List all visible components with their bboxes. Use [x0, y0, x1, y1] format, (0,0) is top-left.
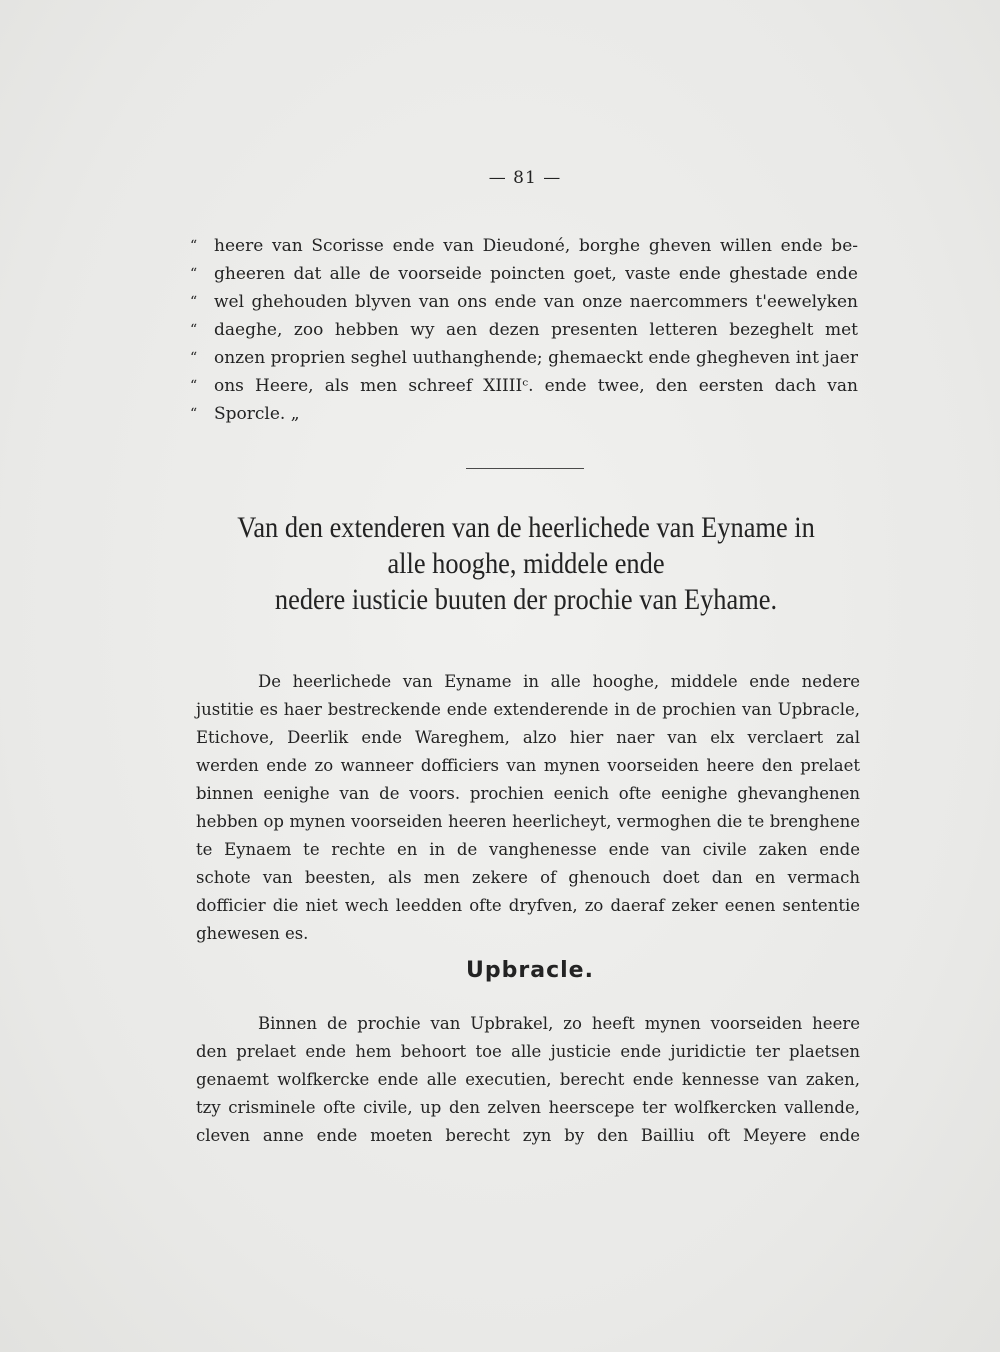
quote-line: [190, 344, 858, 372]
paragraph-line: justitie es haer bestreckende ende extenderende in de prochien van Upbracle,: [196, 700, 860, 719]
quote-line: [190, 232, 858, 260]
paragraph-line: tzy crisminele ofte civile, up den zelven heerscepe ter wolfkercken vallende,: [196, 1098, 860, 1117]
quote-line: [190, 400, 858, 428]
paragraph-line: te Eynaem te rechte en in de vanghenesse ende van civile zaken ende: [196, 840, 860, 859]
quote-line: [190, 316, 858, 344]
section-divider: [466, 468, 584, 469]
paragraph-line: hebben op mynen voorseiden heeren heerlicheyt, vermoghen die te brenghene: [196, 812, 860, 831]
quote-line-text: wel ghehouden blyven van ons ende van onze naercommers t'eewelyken: [214, 292, 858, 312]
heading-line: nedere iusticie buuten der prochie van Eyhame.: [274, 583, 778, 616]
quote-mark: “: [190, 266, 198, 282]
quote-line-text: heere van Scorisse ende van Dieudoné, borghe gheven willen ende be-: [214, 236, 858, 256]
paragraph-line: Binnen de prochie van Upbrakel, zo heeft mynen voorseiden heere: [258, 1014, 860, 1033]
heading-line: Van den extenderen van de heerlichede van Eyname in: [237, 511, 815, 544]
quote-line: [190, 288, 858, 316]
quote-mark: “: [190, 322, 198, 338]
quote-mark: “: [190, 406, 198, 422]
paragraph-line: dofficier die niet wech leedden ofte dryfven, zo daeraf zeker eenen sententie: [196, 896, 860, 915]
paragraph-line: cleven anne ende moeten berecht zyn by den Bailliu oft Meyere ende: [196, 1126, 860, 1145]
quote-line: [190, 260, 858, 288]
quote-mark: “: [190, 238, 198, 254]
quoted-charter-text: [190, 232, 858, 428]
quote-mark: “: [190, 294, 198, 310]
paragraph-line: Etichove, Deerlik ende Wareghem, alzo hier naer van elx verclaert zal: [196, 728, 860, 747]
body-paragraph: [196, 1010, 860, 1150]
quote-line-text: daeghe, zoo hebben wy aen dezen presenten letteren bezeghelt met: [214, 320, 858, 340]
page-number: — 81 —: [488, 168, 562, 188]
paragraph-line: den prelaet ende hem behoort toe alle justicie ende juridictie ter plaetsen: [196, 1042, 860, 1061]
quote-mark: “: [190, 350, 198, 366]
body-paragraph: [196, 668, 860, 948]
paragraph-line: binnen eenighe van de voors. prochien eenich ofte eenighe ghevanghenen: [196, 784, 860, 803]
section-heading: [227, 510, 825, 618]
quote-line-text: ons Heere, als men schreef XIIIIᶜ. ende twee, den eersten dach van: [214, 376, 858, 396]
paragraph-line: ghewesen es.: [196, 924, 309, 943]
quote-mark: “: [190, 378, 198, 394]
quote-line: [190, 372, 858, 400]
quote-line-text: onzen proprien seghel uuthanghende; ghemaeckt ende ghegheven int jaer: [214, 348, 858, 368]
paragraph-line: De heerlichede van Eyname in alle hooghe, middele ende nedere: [258, 672, 860, 691]
paragraph-line: schote van beesten, als men zekere of ghenouch doet dan en vermach: [196, 868, 860, 887]
subsection-heading: Upbracle.: [466, 958, 594, 983]
quote-line-text: gheeren dat alle de voorseide poincten goet, vaste ende ghestade ende: [214, 264, 858, 284]
quote-line-text: Sporcle. „: [214, 404, 300, 424]
heading-line: alle hooghe, middele ende: [387, 547, 665, 580]
paragraph-line: genaemt wolfkercke ende alle executien, berecht ende kennesse van zaken,: [196, 1070, 860, 1089]
paragraph-line: werden ende zo wanneer dofficiers van mynen voorseiden heere den prelaet: [196, 756, 860, 775]
